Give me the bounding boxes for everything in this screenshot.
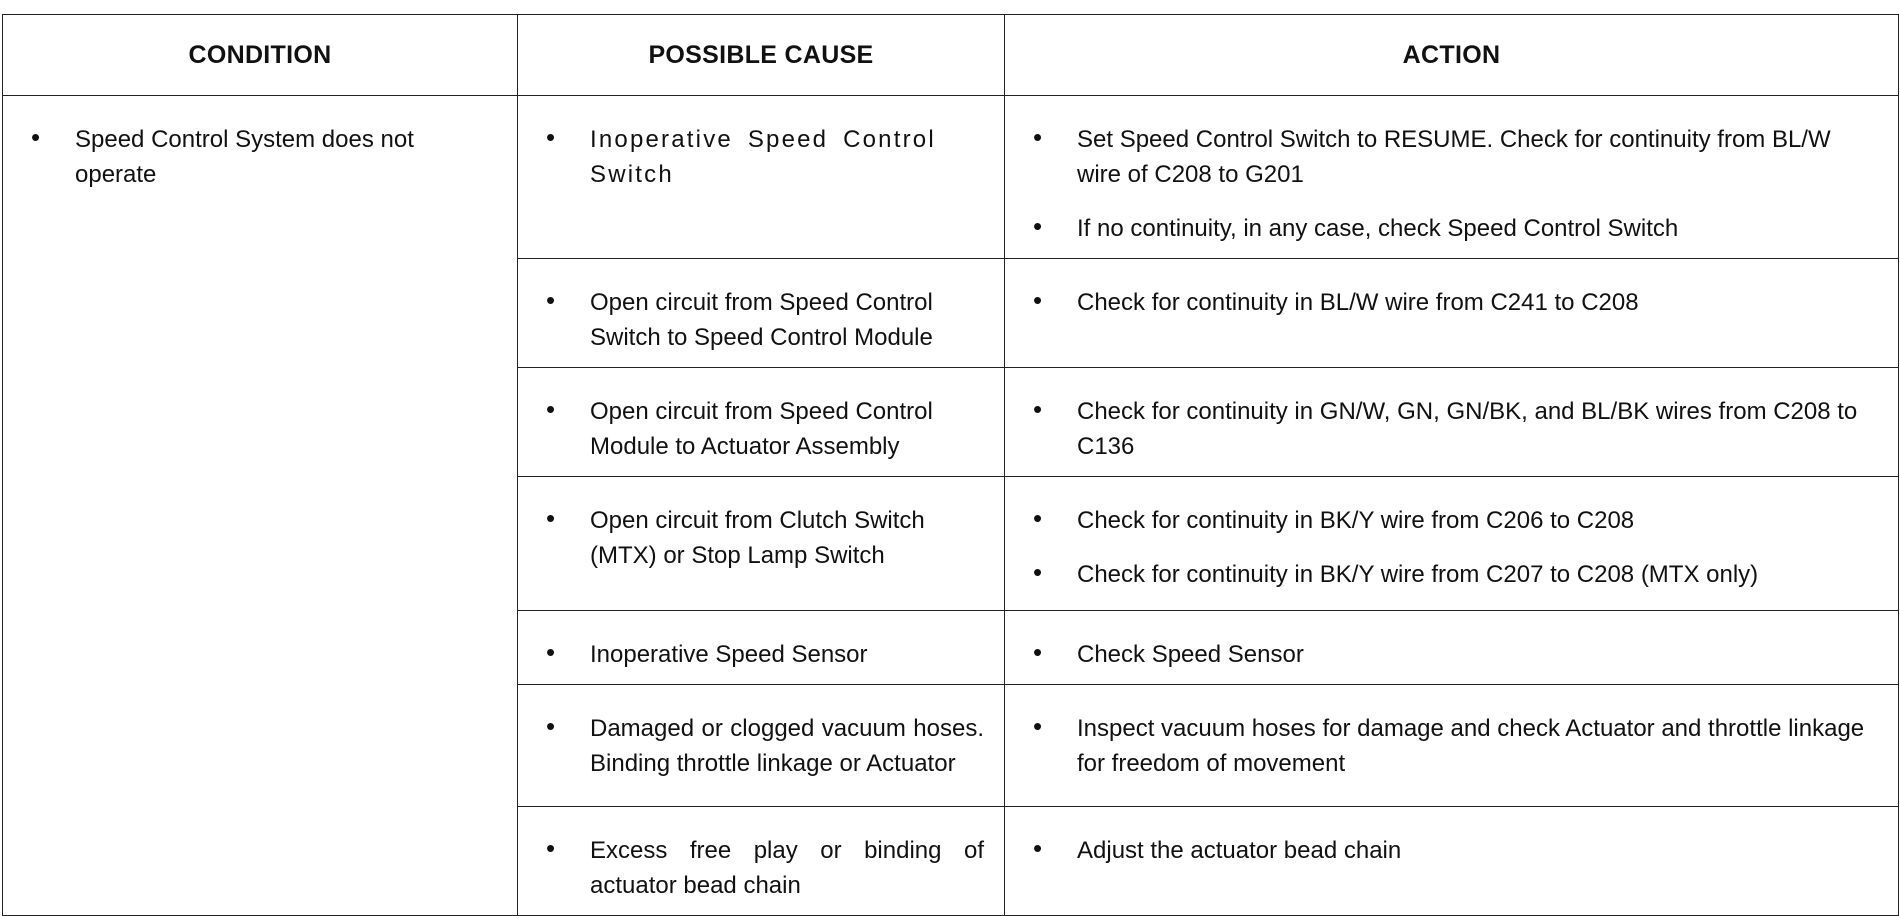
action-cell (1005, 807, 1899, 916)
list-item (538, 833, 984, 903)
cause-text: Excess free play or binding of actuator bead chain (590, 837, 984, 899)
list-item (538, 285, 984, 355)
bullet-icon: • (546, 711, 556, 741)
action-text: Set Speed Control Switch to RESUME. Check for continuity from BL/W wire of C208 to G201 (1077, 126, 1831, 188)
condition-text: Speed Control System does not operate (75, 126, 414, 188)
bullet-icon: • (1033, 557, 1043, 587)
header-action: ACTION (1005, 15, 1899, 96)
cause-cell (518, 259, 1005, 368)
cause-text: Open circuit from Speed Control Switch to Speed Control Module (590, 289, 933, 351)
bullet-icon: • (1033, 711, 1043, 741)
list-item (538, 394, 984, 464)
action-text: Check for continuity in BK/Y wire from C207 to C208 (MTX only) (1077, 561, 1759, 588)
bullet-icon: • (546, 394, 556, 424)
cause-text: Open circuit from Clutch Switch (MTX) or Stop Lamp Switch (590, 507, 925, 569)
bullet-icon: • (1033, 833, 1043, 863)
list-item (538, 122, 984, 192)
header-possible-cause: POSSIBLE CAUSE (518, 15, 1005, 96)
action-cell (1005, 477, 1899, 611)
header-row (3, 15, 1899, 96)
table-row (3, 96, 1899, 259)
condition-cell (3, 96, 518, 916)
list-item (538, 711, 984, 781)
list-item (1025, 503, 1878, 538)
action-text: If no continuity, in any case, check Speed Control Switch (1077, 215, 1679, 242)
diagnosis-table (2, 14, 1899, 916)
action-cell (1005, 685, 1899, 807)
action-text: Inspect vacuum hoses for damage and check Actuator and throttle linkage for freedom of movement (1077, 715, 1865, 777)
cause-cell (518, 807, 1005, 916)
list-item (538, 503, 984, 573)
bullet-icon: • (1033, 394, 1043, 424)
cause-text: Open circuit from Speed Control Module to Actuator Assembly (590, 398, 933, 460)
bullet-icon: • (31, 122, 41, 152)
bullet-icon: • (1033, 122, 1043, 152)
cause-text: Damaged or clogged vacuum hoses. Binding throttle linkage or Actuator (590, 715, 984, 777)
list-item (23, 122, 497, 192)
list-item (1025, 637, 1878, 672)
list-item (1025, 557, 1878, 592)
bullet-icon: • (546, 637, 556, 667)
bullet-icon: • (1033, 503, 1043, 533)
list-item (1025, 211, 1878, 246)
action-text: Adjust the actuator bead chain (1077, 837, 1402, 864)
bullet-icon: • (1033, 637, 1043, 667)
bullet-icon: • (546, 285, 556, 315)
cause-text: Inoperative Speed Sensor (590, 641, 868, 668)
action-cell (1005, 96, 1899, 259)
bullet-icon: • (546, 122, 558, 152)
action-cell (1005, 368, 1899, 477)
list-item (538, 637, 984, 672)
action-text: Check Speed Sensor (1077, 641, 1304, 668)
list-item (1025, 122, 1878, 192)
cause-cell (518, 611, 1005, 685)
bullet-icon: • (1033, 285, 1043, 315)
list-item (1025, 833, 1878, 868)
bullet-icon: • (546, 503, 556, 533)
cause-cell (518, 368, 1005, 477)
action-text: Check for continuity in BK/Y wire from C206 to C208 (1077, 507, 1635, 534)
list-item (1025, 285, 1878, 320)
list-item (1025, 711, 1878, 781)
header-condition: CONDITION (3, 15, 518, 96)
cause-text: Inoperative Speed Control Switch (590, 126, 936, 188)
list-item (1025, 394, 1878, 464)
action-cell (1005, 259, 1899, 368)
bullet-icon: • (1033, 211, 1043, 241)
action-text: Check for continuity in BL/W wire from C241 to C208 (1077, 289, 1639, 316)
cause-cell (518, 477, 1005, 611)
cause-cell (518, 96, 1005, 259)
action-cell (1005, 611, 1899, 685)
action-text: Check for continuity in GN/W, GN, GN/BK, and BL/BK wires from C208 to C136 (1077, 398, 1858, 460)
cause-cell (518, 685, 1005, 807)
bullet-icon: • (546, 833, 556, 863)
